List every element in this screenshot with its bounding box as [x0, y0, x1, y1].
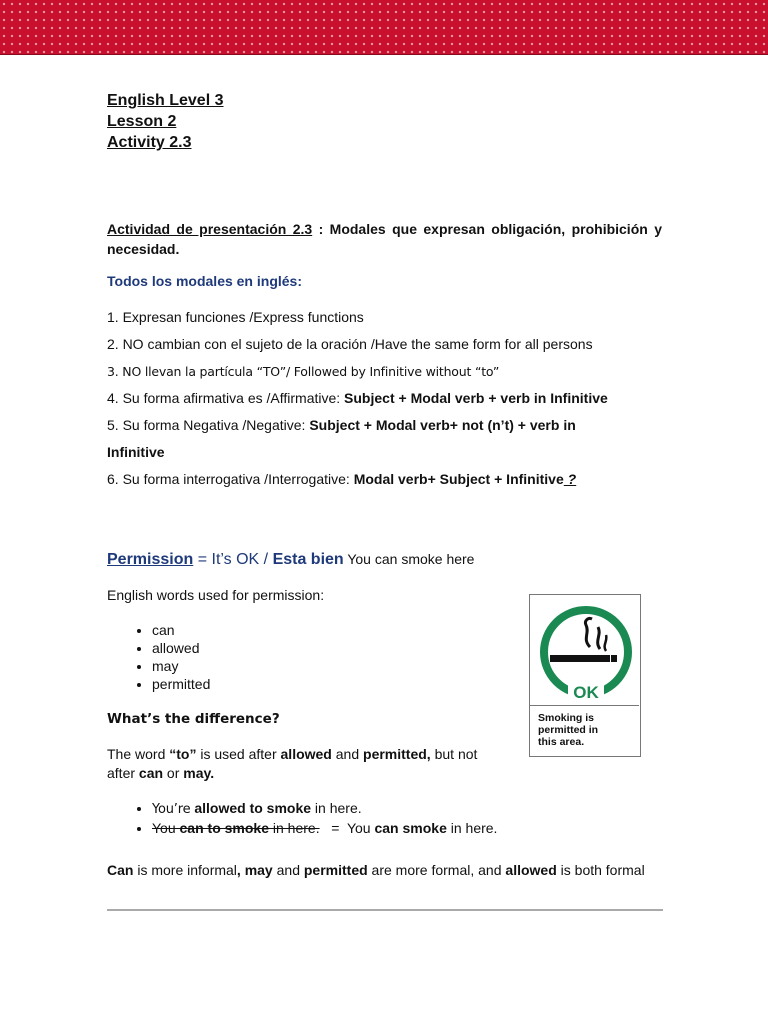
smoking-permitted-sign: [529, 594, 641, 757]
intro-subtitle: : Modales que expresan obligación, prohibición y necesidad.: [107, 221, 662, 257]
sign-ok-text: OK: [573, 683, 599, 702]
list-item: [107, 466, 662, 493]
example-text: in here.: [446, 820, 498, 836]
rule-text: and: [331, 746, 364, 762]
permission-eq: = It’s OK /: [193, 551, 273, 568]
list-item: Infinitive: [107, 444, 165, 460]
list-item: 3. NO llevan la partícula “TO”/ Followed by Infinitive without “to”: [107, 364, 500, 379]
list-item: [152, 799, 632, 819]
conc-may: , may: [236, 862, 273, 878]
rule-text: is used after: [196, 746, 281, 762]
list-item: 1. Expresan funciones /Express functions: [107, 309, 364, 325]
example-text: in here.: [269, 820, 320, 836]
conc-text: are more formal, and: [367, 862, 506, 878]
item-bold: Subject + Modal verb + verb in Infinitive: [344, 390, 608, 406]
rule-text: or: [163, 765, 184, 781]
item-bold: Subject + Modal verb+ not (n’t) + verb in: [309, 417, 576, 433]
smoking-icon: [530, 595, 639, 705]
example-bold: can to smoke: [179, 820, 269, 836]
rule-to: “to”: [169, 746, 197, 762]
conc-can: Can: [107, 862, 134, 878]
sign-caption-line: Smoking is: [538, 712, 595, 724]
rule-permitted: permitted,: [363, 746, 431, 762]
sign-caption-line: this area.: [538, 736, 585, 748]
list-item: • permitted: [152, 675, 527, 693]
permission-heading: [107, 551, 527, 569]
header-block: [107, 90, 662, 153]
example-text: You: [152, 820, 180, 836]
example-text: You’re: [152, 802, 195, 817]
item-text: 4. Su forma afirmativa es /Affirmative:: [107, 390, 345, 406]
course-level: English Level 3: [107, 92, 224, 109]
permission-words-intro: English words used for permission:: [107, 587, 325, 603]
decorative-banner: [0, 0, 768, 55]
rule-may: may.: [183, 765, 215, 781]
rule-text: but not after: [107, 746, 478, 781]
list-item: [107, 412, 662, 439]
example-bold: can smoke: [374, 820, 447, 836]
permission-title: Permission: [107, 551, 194, 568]
difference-question: What’s the difference?: [107, 711, 280, 727]
example-bold: allowed to smoke: [194, 800, 312, 816]
sign-caption: [530, 705, 639, 755]
rule-can: can: [138, 765, 164, 781]
rule-text: The word: [107, 746, 170, 762]
item-text: 5. Su forma Negativa /Negative:: [107, 417, 310, 433]
lesson-title: Lesson 2: [107, 113, 177, 130]
activity-title: Activity 2.3: [107, 134, 192, 151]
horizontal-divider: [107, 909, 663, 911]
rule-paragraph: [107, 745, 507, 783]
example-text: in here.: [311, 800, 362, 816]
modals-list: [107, 304, 662, 493]
item-bold: Modal verb+ Subject + Infinitive: [353, 471, 564, 487]
conc-text: is both formal: [556, 862, 645, 878]
list-item: 2. NO cambian con el sujeto de la oración /Have the same form for all persons: [107, 336, 593, 352]
conc-allowed: allowed: [505, 862, 557, 878]
list-item: [107, 385, 662, 412]
examples-list: [107, 799, 632, 837]
list-item: • can: [152, 621, 527, 639]
permission-esta: Esta bien: [272, 551, 344, 568]
item-question: ?: [563, 471, 577, 487]
modals-heading: Todos los modales en inglés:: [107, 273, 302, 289]
sign-caption-line: permitted in: [538, 724, 599, 736]
list-item: • allowed: [152, 639, 527, 657]
conc-text: is more informal: [133, 862, 237, 878]
intro-title: Actividad de presentación 2.3: [107, 221, 313, 237]
permission-words-list: [107, 621, 527, 693]
conc-text: and: [272, 862, 304, 878]
permission-example: You can smoke here: [343, 551, 475, 567]
intro-paragraph: [107, 219, 662, 259]
permission-block: [107, 551, 527, 837]
item-text: 6. Su forma interrogativa /Interrogative:: [107, 471, 354, 487]
rule-allowed: allowed: [280, 746, 332, 762]
list-item: • may: [152, 657, 527, 675]
conclusion-paragraph: [107, 861, 662, 880]
conc-permitted: permitted: [303, 862, 368, 878]
example-wrong: [152, 820, 320, 836]
example-eq: = You: [319, 820, 375, 836]
intro-block: [107, 219, 662, 493]
list-item: [152, 819, 632, 837]
